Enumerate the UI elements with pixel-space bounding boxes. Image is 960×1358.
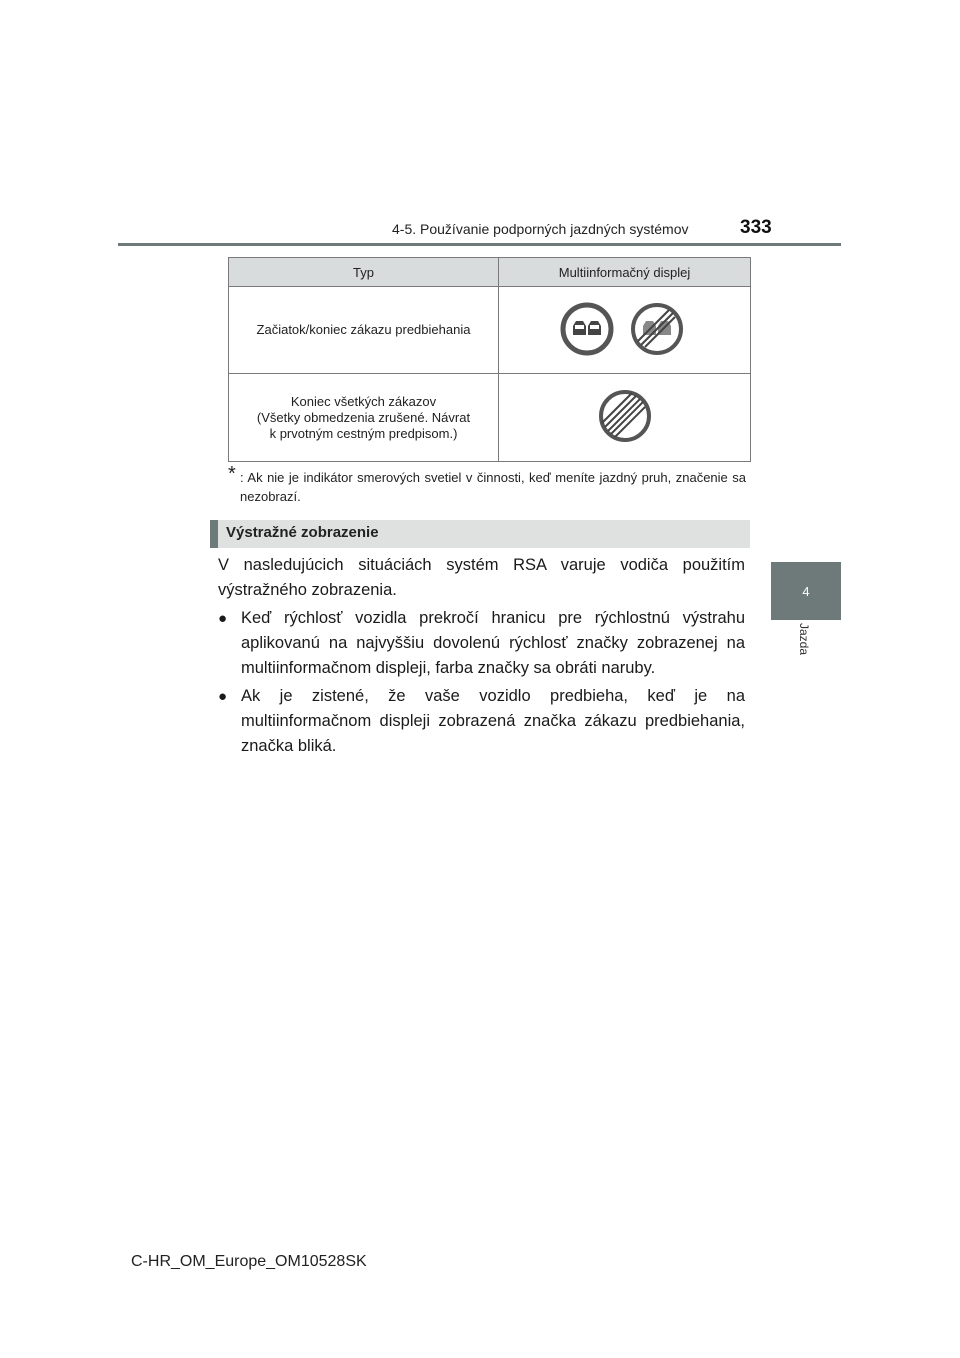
bullet-dot-icon: ● bbox=[218, 610, 228, 627]
table-header-row bbox=[229, 258, 751, 287]
sign-icons-row2 bbox=[585, 386, 665, 446]
end-of-no-overtaking-sign-icon bbox=[633, 305, 681, 353]
intro-paragraph: V nasledujúcich situáciách systém RSA varuje vodiča použitím výstražného zobrazenia. bbox=[218, 556, 745, 599]
section-heading-bar bbox=[210, 520, 750, 548]
table-header-type: Typ bbox=[229, 258, 499, 287]
list-item bbox=[218, 684, 745, 759]
footnote-text: : Ak nie je indikátor smerových svetiel v činnosti, keď meníte jazdný pruh, značenie sa nezobrazí. bbox=[240, 470, 746, 504]
page-number: 333 bbox=[740, 217, 772, 238]
footer-doc-code: C-HR_OM_Europe_OM10528SK bbox=[131, 1253, 367, 1270]
section-heading-accent bbox=[210, 520, 218, 548]
type-line: k prvotným cestným predpisom.) bbox=[269, 425, 458, 441]
section-body bbox=[218, 553, 745, 759]
footnote bbox=[228, 463, 746, 506]
footnote-marker: * bbox=[228, 463, 236, 485]
list-item-text: Ak je zistené, že vaše vozidlo predbieha, keď je na multiinformačnom displeji zobrazená značka zákazu predbiehania, značka bliká. bbox=[241, 687, 745, 755]
chapter-label: Jazda bbox=[797, 623, 811, 656]
list-item bbox=[218, 606, 745, 681]
table-row bbox=[229, 287, 751, 374]
bullet-dot-icon: ● bbox=[218, 688, 228, 705]
chapter-number: 4 bbox=[802, 583, 810, 599]
table-header-display: Multiinformačný displej bbox=[499, 258, 751, 287]
end-of-all-restrictions-sign-icon bbox=[601, 392, 649, 440]
sign-icons-row1 bbox=[525, 299, 725, 359]
no-overtaking-sign-icon bbox=[563, 305, 611, 353]
list-item-text: Keď rýchlosť vozidla prekročí hranicu pre rýchlostnú výstrahu aplikovanú na najvyššiu dovolenú rýchlosť značky zobrazenej na multiinformačnom displeji, farba značky sa obráti naruby. bbox=[241, 609, 745, 677]
header-section-title: 4-5. Používanie podporných jazdných systémov bbox=[392, 221, 689, 237]
table-cell-type: Začiatok/koniec zákazu predbiehania bbox=[229, 287, 499, 374]
chapter-tab bbox=[771, 562, 841, 620]
type-line: (Všetky obmedzenia zrušené. Návrat bbox=[256, 409, 471, 425]
table-cell-type bbox=[229, 374, 499, 462]
sign-type-table bbox=[228, 257, 751, 462]
table-cell-display bbox=[499, 287, 751, 374]
header-divider bbox=[118, 243, 841, 246]
section-heading: Výstražné zobrazenie bbox=[226, 524, 379, 541]
table-row bbox=[229, 374, 751, 462]
type-line: Koniec všetkých zákazov bbox=[290, 393, 437, 409]
table-cell-display bbox=[499, 374, 751, 462]
